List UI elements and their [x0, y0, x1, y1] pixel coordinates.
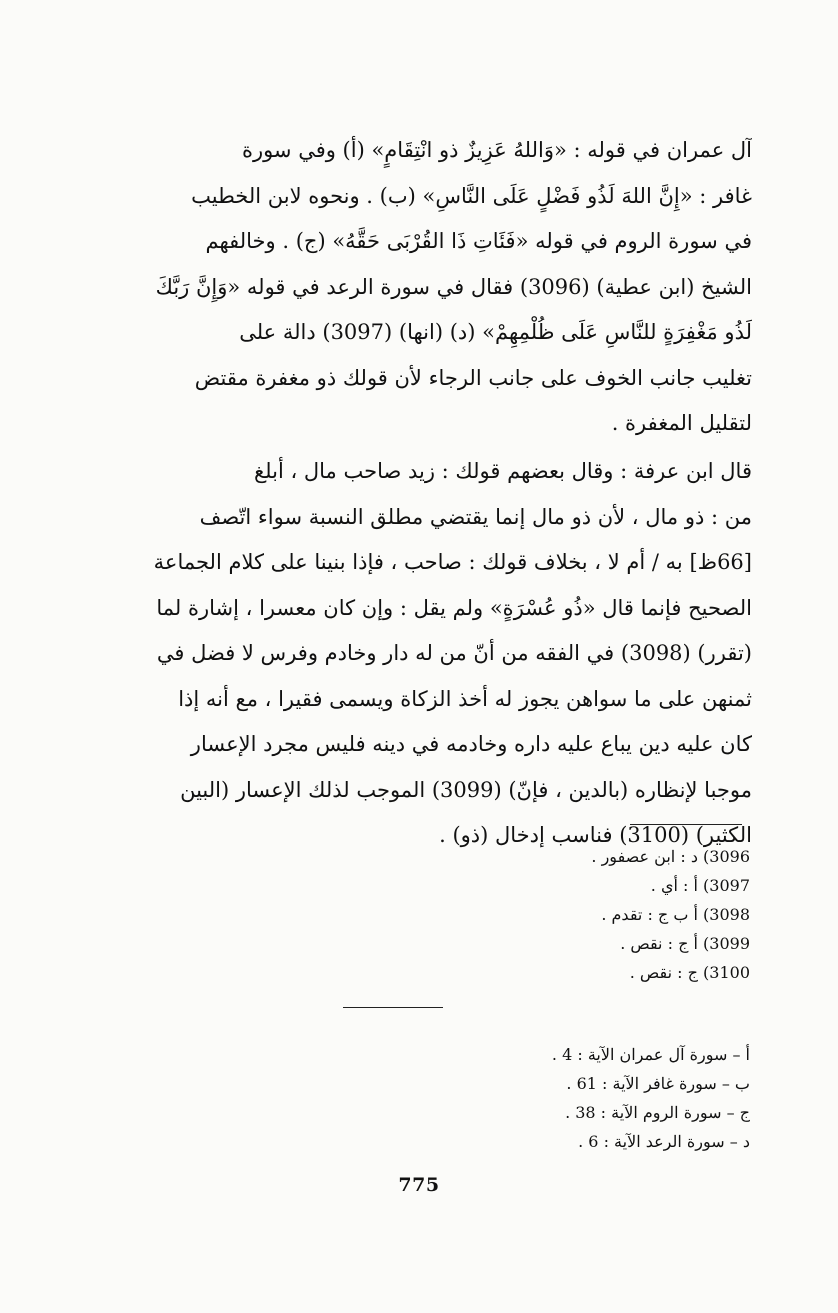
quran-ref-item: ب – سورة غافر الآية : 61 .	[566, 1074, 750, 1093]
footnote-number: 3098)	[703, 905, 750, 924]
footnote-divider	[630, 824, 742, 825]
footnote-text: ج : نقص .	[629, 963, 698, 982]
quran-refs-divider	[343, 1007, 443, 1008]
text-line: آل عمران في قوله : «وَاللهُ عَزِيزٌ ذو انْتِقَامٍ» (أ) وفي سورة	[241, 138, 752, 162]
footnote-item	[420, 958, 750, 987]
footnote-number: 3097)	[703, 876, 750, 895]
text-line: الصحيح فإنما قال «ذُو عُسْرَةٍ» ولم يقل : وإن كان معسرا ، إشارة لما	[156, 595, 752, 620]
text-line: قال ابن عرفة : وقال بعضهم قولك : زيد صاحب مال ، أبلغ	[253, 459, 752, 483]
text-line: الشيخ (ابن عطية) (3096) فقال في سورة الرعد في قوله «وَإِنَّ رَبَّكَ	[155, 274, 752, 299]
quran-ref-item: ج – سورة الروم الآية : 38 .	[565, 1103, 750, 1122]
text-line: من : ذو مال ، لأن ذو مال إنما يقتضي مطلق النسبة سواء اتّصف	[199, 504, 752, 529]
page-number: 775	[398, 1174, 440, 1196]
text-line: لتقليل المغفرة .	[611, 411, 752, 435]
text-line: تغليب جانب الخوف على جانب الرجاء لأن قولك ذو مغفرة مقتض	[194, 365, 752, 390]
text-line: لَذُو مَغْفِرَةٍ للنَّاسِ عَلَى ظُلْمِهِمْ» (د) (انها) (3097) دالة على	[239, 320, 752, 344]
quran-ref-item: د – سورة الرعد الآية : 6 .	[578, 1132, 750, 1151]
footnote-item	[420, 929, 750, 958]
text-line: كان عليه دين يباع عليه داره وخادمه في دينه فليس مجرد الإعسار	[190, 732, 752, 756]
text-line: في سورة الروم في قوله «فَئَاتِ ذَا القُرْبَى حَقَّهُ» (ج) . وخالفهم	[205, 229, 752, 253]
text-line: غافر : «إِنَّ اللهَ لَذُو فَضْلٍ عَلَى النَّاسِ» (ب) . ونحوه لابن الخطيب	[191, 183, 752, 208]
main-paragraph-1	[72, 128, 752, 447]
quran-ref-item: أ – سورة آل عمران الآية : 4 .	[551, 1045, 750, 1064]
footnote-number: 3099)	[703, 934, 750, 953]
text-line: (تقرر) (3098) في الفقه من أنّ من له دار وخادم وفرس لا فضل في	[156, 641, 752, 665]
footnote-text: د : ابن عصفور .	[591, 847, 698, 866]
variant-footnotes	[420, 842, 750, 987]
footnote-text: أ ب ج : تقدم .	[601, 905, 698, 924]
footnote-item	[420, 842, 750, 871]
text-line: الكثير) (3100) فناسب إدخال (ذو) .	[439, 823, 752, 847]
text-line: [66ظ] به / أم لا ، بخلاف قولك : صاحب ، فإذا بنينا على كلام الجماعة	[153, 550, 752, 574]
text-line: موجبا لإنظاره (بالدين ، فإنّ) (3099) الموجب لذلك الإعسار (البين	[180, 777, 752, 802]
footnote-number: 3100)	[703, 963, 750, 982]
footnote-item	[420, 900, 750, 929]
footnote-item	[420, 871, 750, 900]
footnote-number: 3096)	[703, 847, 750, 866]
quran-references	[420, 1040, 750, 1156]
text-line: ثمنهن على ما سواهن يجوز له أخذ الزكاة ويسمى فقيرا ، مع أنه إذا	[178, 686, 752, 711]
footnote-text: أ : أي .	[650, 876, 698, 895]
main-paragraph-2	[72, 449, 752, 859]
footnote-text: أ ج : نقص .	[620, 934, 698, 953]
